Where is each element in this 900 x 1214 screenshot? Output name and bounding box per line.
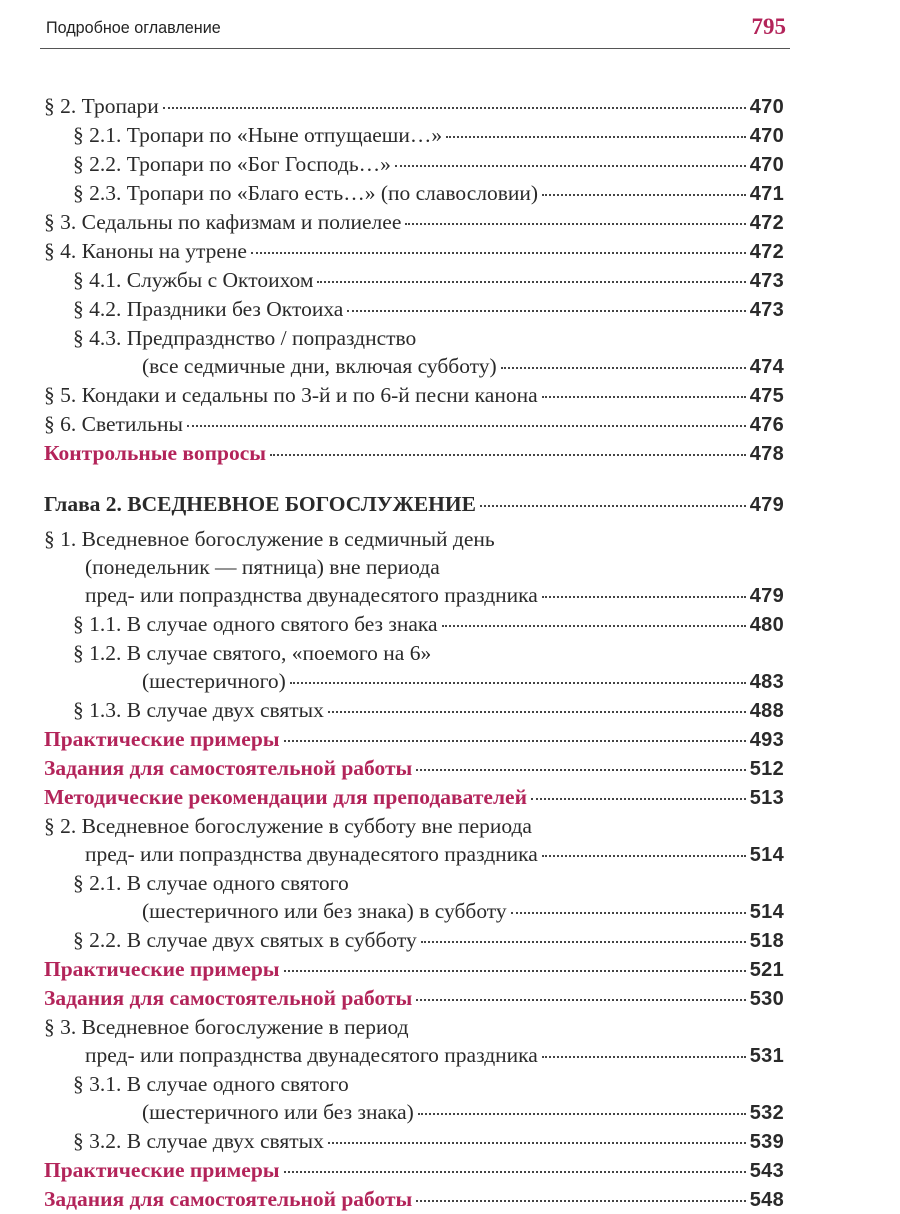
toc-entry-title: (шестеричного или без знака) в субботу <box>142 899 507 923</box>
dot-leader <box>446 136 746 138</box>
dot-leader <box>480 505 746 507</box>
toc-entry-title: (понедельник — пятница) вне периода <box>85 555 440 579</box>
toc-entry-title: пред- или попразднства двунадесятого праздника <box>85 842 538 866</box>
toc-page-number: 483 <box>749 671 784 693</box>
toc-page-number: 470 <box>749 96 784 118</box>
toc-page-number: 479 <box>749 585 784 607</box>
dot-leader <box>187 425 746 427</box>
toc-page-number: 472 <box>749 212 784 234</box>
toc-entry-title: Задания для самостоятельной работы <box>44 756 413 780</box>
dot-leader <box>416 769 745 771</box>
toc-entry[interactable] <box>44 725 784 754</box>
toc-entry-title: пред- или попразднства двунадесятого праздника <box>85 1043 538 1067</box>
toc-page-number: 530 <box>749 988 784 1010</box>
toc-entry-title: § 2.3. Тропари по «Благо есть…» (по славословии) <box>73 181 539 205</box>
toc-entry[interactable] <box>44 1127 784 1156</box>
toc-entry-title: § 2.2. Тропари по «Бог Господь…» <box>73 152 391 176</box>
dot-leader <box>395 165 746 167</box>
dot-leader <box>328 711 746 713</box>
toc-page-number: 518 <box>749 930 784 952</box>
toc-entry[interactable] <box>44 754 784 783</box>
toc-entry[interactable] <box>44 955 784 984</box>
toc-entry[interactable] <box>44 926 784 955</box>
toc-entry[interactable] <box>44 812 784 869</box>
dot-leader <box>531 798 746 800</box>
toc-entry-title: § 5. Кондаки и седальны по 3-й и по 6-й песни канона <box>44 383 538 407</box>
toc-entry[interactable] <box>44 610 784 639</box>
toc-page-number: 475 <box>749 385 784 407</box>
toc-entry-title: Глава 2. ВСЕДНЕВНОЕ БОГОСЛУЖЕНИЕ <box>44 492 476 516</box>
dot-leader <box>284 1171 746 1173</box>
toc-entry-title: § 4.1. Службы с Октоихом <box>73 268 314 292</box>
toc-page-number: 476 <box>749 414 784 436</box>
toc-entry-title: § 4.3. Предпразднство / попразднство <box>73 326 417 350</box>
toc-page-number: 474 <box>749 356 784 378</box>
toc-entry-title: (все седмичные дни, включая субботу) <box>142 354 497 378</box>
running-header <box>40 12 790 49</box>
toc-page-number: 513 <box>749 787 784 809</box>
toc-entry-title: § 2.1. В случае одного святого <box>73 871 349 895</box>
toc-page-number: 548 <box>749 1189 784 1211</box>
toc-entry[interactable] <box>44 783 784 812</box>
toc-entry[interactable] <box>44 869 784 926</box>
toc-page-number: 512 <box>749 758 784 780</box>
toc-entry[interactable] <box>44 410 784 439</box>
dot-leader <box>290 682 746 684</box>
toc-entry-title: § 3.2. В случае двух святых <box>73 1129 324 1153</box>
toc-entry-title: Задания для самостоятельной работы <box>44 986 413 1010</box>
toc-page-number: 479 <box>749 494 784 516</box>
dot-leader <box>163 107 746 109</box>
toc-page-number: 470 <box>749 154 784 176</box>
toc-entry-title: Практические примеры <box>44 957 280 981</box>
running-header-title: Подробное оглавление <box>46 18 221 37</box>
toc-entry[interactable] <box>44 324 784 381</box>
toc-entry-title: пред- или попразднства двунадесятого праздника <box>85 583 538 607</box>
dot-leader <box>317 281 745 283</box>
toc-entry-title: § 4.2. Праздники без Октоиха <box>73 297 344 321</box>
dot-leader <box>251 252 746 254</box>
toc-entry[interactable] <box>44 266 784 295</box>
toc-page-number: 532 <box>749 1102 784 1124</box>
toc-entry[interactable] <box>44 1013 784 1070</box>
toc-page-number: 478 <box>749 443 784 465</box>
dot-leader <box>542 396 746 398</box>
toc-page-number: 473 <box>749 299 784 321</box>
toc-entry-title: § 1. Вседневное богослужение в седмичный день <box>44 527 495 551</box>
toc-entry[interactable] <box>44 696 784 725</box>
toc-entry[interactable] <box>44 237 784 266</box>
toc-entry[interactable] <box>44 179 784 208</box>
dot-leader <box>284 740 746 742</box>
toc-entry-title: § 1.3. В случае двух святых <box>73 698 324 722</box>
table-of-contents <box>44 92 784 1214</box>
toc-entry-title: (шестеричного) <box>142 669 286 693</box>
toc-entry[interactable] <box>44 208 784 237</box>
toc-entry[interactable] <box>44 92 784 121</box>
toc-entry[interactable] <box>44 639 784 696</box>
dot-leader <box>542 1056 746 1058</box>
toc-page-number: 543 <box>749 1160 784 1182</box>
toc-entry-title: § 1.1. В случае одного святого без знака <box>73 612 438 636</box>
dot-leader <box>416 1200 745 1202</box>
dot-leader <box>270 454 746 456</box>
toc-page-number: 514 <box>749 844 784 866</box>
toc-entry-title: § 4. Каноны на утрене <box>44 239 247 263</box>
toc-entry[interactable] <box>44 525 784 610</box>
dot-leader <box>542 194 746 196</box>
toc-entry[interactable] <box>44 381 784 410</box>
toc-page-number: 493 <box>749 729 784 751</box>
page-number: 795 <box>751 14 786 39</box>
toc-entry-title: § 6. Светильны <box>44 412 183 436</box>
dot-leader <box>421 941 746 943</box>
toc-entry-title: § 2.1. Тропари по «Ныне отпущаеши…» <box>73 123 443 147</box>
toc-entry-title: § 3. Седальны по кафизмам и полиелее <box>44 210 402 234</box>
toc-page-number: 539 <box>749 1131 784 1153</box>
dot-leader <box>442 625 746 627</box>
toc-entry[interactable] <box>44 1156 784 1185</box>
toc-entry-title: § 2. Вседневное богослужение в субботу вне периода <box>44 814 532 838</box>
dot-leader <box>542 596 746 598</box>
dot-leader <box>347 310 745 312</box>
dot-leader <box>418 1113 746 1115</box>
toc-entry[interactable] <box>44 121 784 150</box>
toc-entry-title: § 1.2. В случае святого, «поемого на 6» <box>73 641 432 665</box>
dot-leader <box>405 223 745 225</box>
dot-leader <box>416 999 745 1001</box>
toc-entry[interactable] <box>44 984 784 1013</box>
toc-entry-title: § 2. Тропари <box>44 94 159 118</box>
dot-leader <box>284 970 746 972</box>
dot-leader <box>511 912 746 914</box>
toc-page-number: 521 <box>749 959 784 981</box>
toc-entry[interactable] <box>44 150 784 179</box>
toc-entry[interactable] <box>44 295 784 324</box>
toc-page-number: 514 <box>749 901 784 923</box>
toc-entry-title: § 2.2. В случае двух святых в субботу <box>73 928 417 952</box>
toc-page-number: 470 <box>749 125 784 147</box>
toc-page-number: 531 <box>749 1045 784 1067</box>
toc-entry-title: Контрольные вопросы <box>44 441 267 465</box>
toc-entry-title: § 3.1. В случае одного святого <box>73 1072 349 1096</box>
toc-entry-title: Практические примеры <box>44 727 280 751</box>
dot-leader <box>328 1142 746 1144</box>
toc-page-number: 488 <box>749 700 784 722</box>
toc-page-number: 471 <box>749 183 784 205</box>
toc-entry-title: Практические примеры <box>44 1158 280 1182</box>
dot-leader <box>501 367 746 369</box>
toc-entry-title: Задания для самостоятельной работы <box>44 1187 413 1211</box>
toc-entry-title: Методические рекомендации для преподавателей <box>44 785 527 809</box>
toc-chapter-entry[interactable] <box>44 490 784 519</box>
toc-entry-title: § 3. Вседневное богослужение в период <box>44 1015 409 1039</box>
toc-entry-title: (шестеричного или без знака) <box>142 1100 414 1124</box>
toc-entry[interactable] <box>44 439 784 468</box>
dot-leader <box>542 855 746 857</box>
toc-page-number: 480 <box>749 614 784 636</box>
toc-page-number: 473 <box>749 270 784 292</box>
toc-entry[interactable] <box>44 1070 784 1127</box>
toc-page-number: 472 <box>749 241 784 263</box>
